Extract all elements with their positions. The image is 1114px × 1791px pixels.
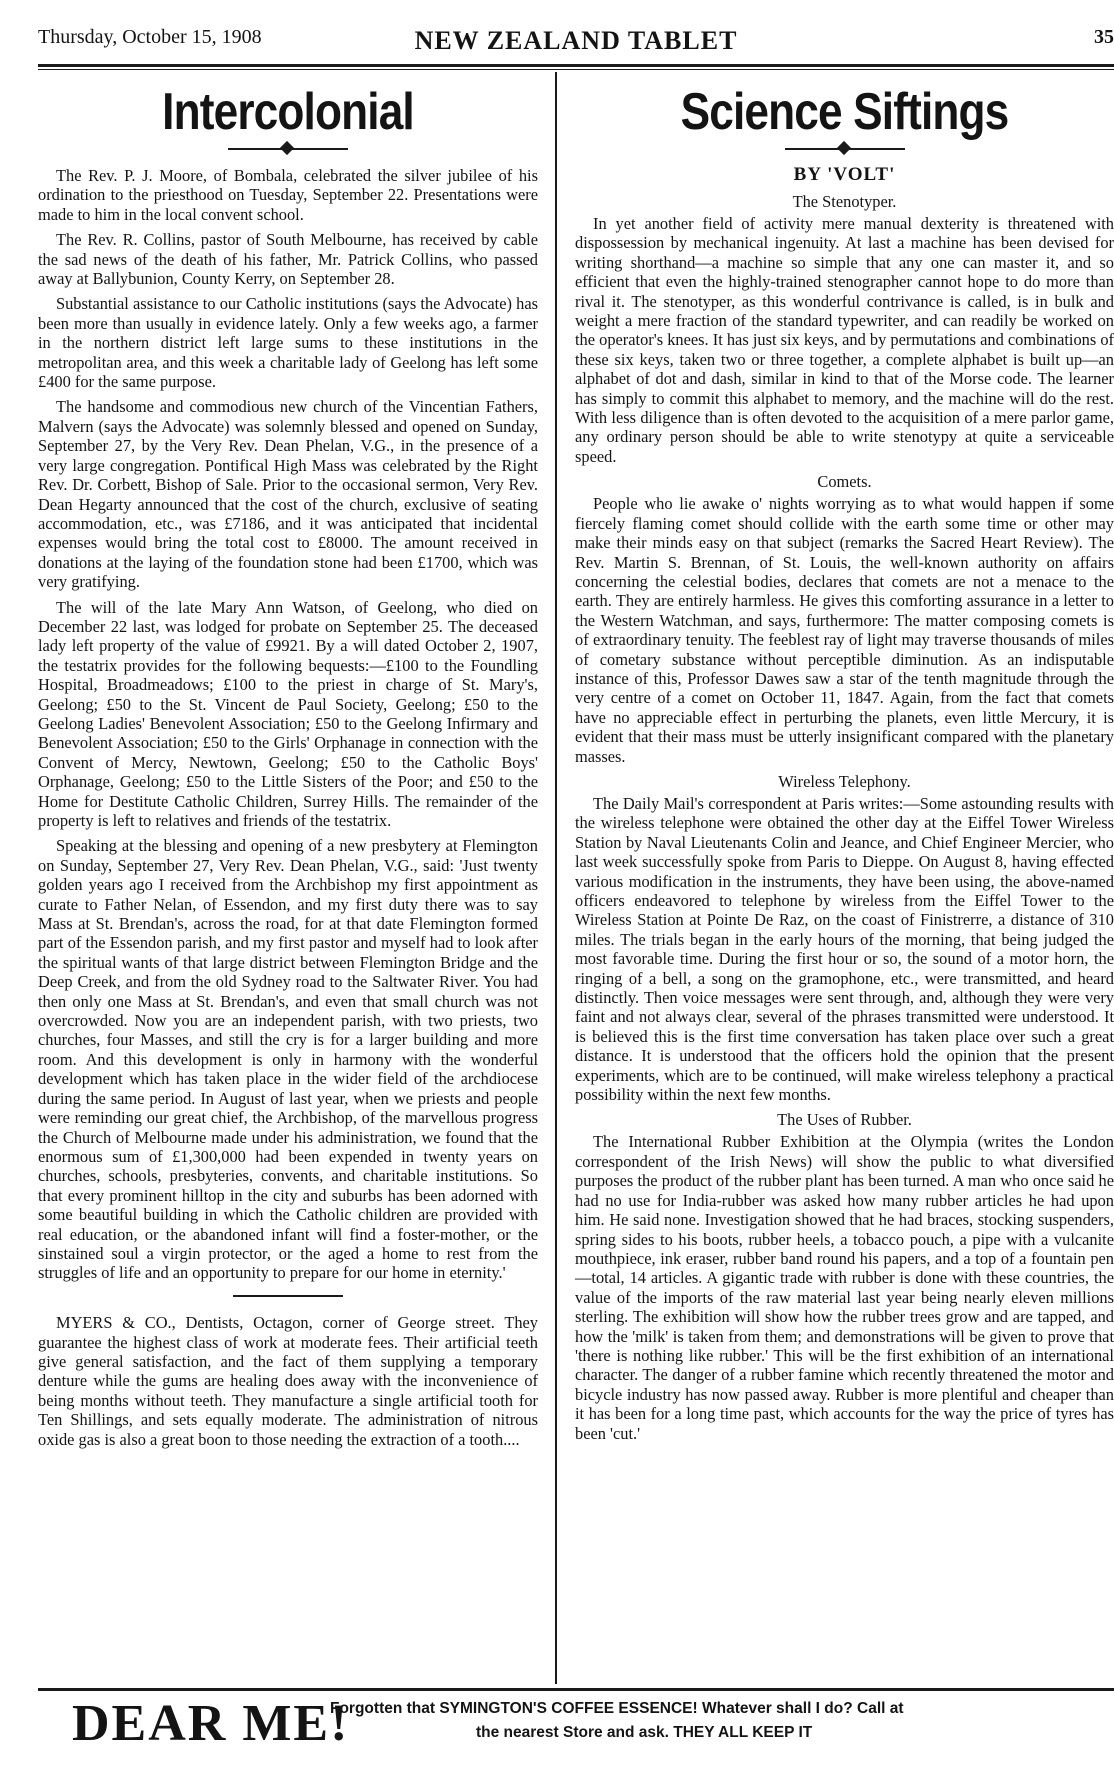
news-paragraph: The will of the late Mary Ann Watson, of Geelong, who died on December 22 last, was lodged for probate on September 25. The deceased lady left property of the value of £9921. By a will dated October 2, 1907, the testatrix provides for the following bequests:—£100 to the Foundling Hospital, Broadmeadows; £100 to the priest in charge of St. Mary's, Geelong; £50 to the St. Vincent de Paul Society, Geelong; £50 to the Geelong Ladies' Benevolent Association; £50 to the Geelong Infirmary and Benevolent Association; £50 to the Girls' Orphanage in connection with the Convent of Mercy, Newtown, Geelong; £50 to the Catholic Boys' Orphanage, Geelong; £50 to the Little Sisters of the Poor; and £50 to the Home for Destitute Catholic Children, Surrey Hills. The remainder of the property is left to relatives and friends of the testatrix. xyxy=(38,597,538,830)
masthead-rule-thin xyxy=(38,69,1114,70)
byline: BY 'VOLT' xyxy=(793,164,896,185)
subheading-comets: Comets. xyxy=(817,472,872,492)
news-paragraph: The Rev. R. Collins, pastor of South Melbourne, has received by cable the sad news of the death of his father, Mr. Patrick Collins, who passed away at Ballybunion, County Kerry, on September 28. xyxy=(38,230,538,289)
title-ornament xyxy=(785,148,905,150)
subheading-stenotyper: The Stenotyper. xyxy=(792,192,897,211)
issue-date: Thursday, October 15, 1908 xyxy=(38,26,262,48)
science-siftings-column xyxy=(575,72,1114,1449)
newspaper-page xyxy=(38,0,1114,1791)
footer-advertisement xyxy=(38,1694,1114,1754)
article-paragraph: The International Rubber Exhibition at the Olympia (writes the London correspondent of the Irish News) will show the public to what diversified purposes the product of the rubber plant has been turned. A man who once said he had no use for India-rubber was asked how many rubber articles he had upon him. He said none. Investigation showed that he had braces, stocking suspenders, spring sides to his boots, rubber heels, a tobacco pouch, a pipe with a vulcanite mouthpiece, ink eraser, rubber band round his papers, and a top of a fountain pen—total, 14 articles. A gigantic trade with rubber is done with these countries, the value of the imports of the raw material last year being nearly eleven millions sterling. The exhibition will show how the rubber trees grow and are tapped, and how the 'milk' is taken from them; and demonstrations will be given to prove that 'there is nothing like rubber.' This will be the first exhibition of an international character. The danger of a rubber famine which recently threatened the motor and bicycle industry has now passed away. Rubber is more plentiful and cheaper than it has been for a long time past, which accounts for the way the price of tyres has been 'cut.' xyxy=(575,1132,1114,1443)
section-divider xyxy=(233,1295,343,1297)
diamond-ornament-icon xyxy=(836,141,850,155)
masthead-rule xyxy=(38,64,1114,67)
subheading-uses-of-rubber: The Uses of Rubber. xyxy=(777,1110,912,1130)
section-title-intercolonial: Intercolonial xyxy=(162,83,414,141)
footer-rule xyxy=(38,1688,1114,1691)
subheading-wireless-telephony: Wireless Telephony. xyxy=(778,771,911,791)
section-title-science-siftings: Science Siftings xyxy=(680,83,1009,141)
paper-name: NEW ZEALAND TABLET xyxy=(414,26,738,55)
column-divider xyxy=(555,72,557,1684)
intercolonial-column xyxy=(38,72,538,1465)
masthead xyxy=(38,26,1114,58)
news-paragraph: The Rev. P. J. Moore, of Bombala, celebrated the silver jubilee of his ordination to the priesthood on Tuesday, September 22. Presentations were made to him in the local convent school. xyxy=(38,166,538,224)
footer-headline: DEAR ME! xyxy=(72,1695,350,1752)
footer-text-line-2: the nearest Store and ask. THEY ALL KEEP IT xyxy=(476,1724,813,1741)
news-paragraph: Substantial assistance to our Catholic institutions (says the Advocate) has been more than usually in evidence lately. Only a few weeks ago, a farmer in the northern district left large sums to these institutions in the metropolitan area, and this week a charitable lady of Geelong has left some £400 for the same purpose. xyxy=(38,294,538,392)
dentist-advertisement: MYERS & CO., Dentists, Octagon, corner of George street. They guarantee the highest class of work at moderate fees. Their artificial teeth give general satisfaction, and the fact of them supplying a temporary denture while the gums are healing does away with the inconvenience of being months without teeth. They manufacture a single artificial tooth for Ten Shillings, and sets equally moderate. The administration of nitrous oxide gas is also a great boon to those needing the extraction of a tooth.... xyxy=(38,1313,538,1449)
title-ornament xyxy=(228,148,348,150)
footer-text-line-1: Forgotten that SYMINGTON'S COFFEE ESSENCE! Whatever shall I do? Call at xyxy=(330,1700,904,1717)
news-paragraph: Speaking at the blessing and opening of a new presbytery at Flemington on Sunday, September 27, Very Rev. Dean Phelan, V.G., said: 'Just twenty golden years ago I received from the Archbishop my first appointment as curate to Father Nelan, of Essendon, and my first duty there was to say Mass at St. Brendan's, across the road, for at that date Flemington formed part of the Essendon parish, and my first pastor and myself had to look after the spiritual wants of that large district between Flemington Bridge and the Deep Creek, and from the old Sydney road to the Saltwater River. You had then only one Mass at St. Brendan's, and even that small church was not overcrowded. Now you are an independent parish, with two priests, two churches, four Masses, and still the cry is for a larger building and more room. And this development is only in harmony with the wonderful development which has taken place in the wider field of the archdiocese during the same period. In August of last year, when we priests and people were reminding our great chief, the Archbishop, of the marvellous progress the Church of Melbourne made under his administration, we found that the enormous sum of £1,300,000 had been expended in twenty years on churches, schools, presbyteries, convents, and charitable institutions. So that every prominent hilltop in the city and suburbs has been adorned with some beautiful building in which the Catholic children are provided with real education, or the abandoned infant will find a foster-mother, or the sinstained soul a virgin protector, or the aged a home to rest from the struggles of life and an opportunity to prepare for our home in eternity.' xyxy=(38,836,538,1283)
article-paragraph: People who lie awake o' nights worrying as to what would happen if some fiercely flaming comet should collide with the earth some time or other may make their minds easy on that subject (remarks the Sacred Heart Review). The Rev. Martin S. Brennan, of St. Louis, the well-known authority on affairs concerning the celestial bodies, declares that comets are not a menace to the earth. They are entirely harmless. He gives this comforting assurance in a letter to the Western Watchman, and says, furthermore: The matter composing comets is of extraordinary tenuity. The feeblest ray of light may traverse thousands of miles of cometary substance without perceptible diminution. As an indisputable instance of this, Professor Dawes saw a star of the tenth magnitude through the very centre of a comet on October 11, 1847. Again, from the fact that comets have no appreciable effect in perturbing the planets, even little Mercury, it is evident that their mass must be utterly insignificant compared with the planetary masses. xyxy=(575,494,1114,766)
page-number: 35 xyxy=(1094,26,1114,48)
article-paragraph: In yet another field of activity mere manual dexterity is threatened with dispossession by mechanical ingenuity. At last a machine has been devised for writing shorthand—a machine so simple that any one can master it, and so efficient that even the highly-trained stenographer cannot hope to do more than rival it. The stenotyper, as this wonderful contrivance is called, is in bulk and weight a mere fraction of the standard typewriter, and can readily be worked on the operator's knees. It has just six keys, and by permutations and combinations of these six keys, taken two or three together, a complete alphabet is built up—an alphabet of dot and dash, similar in kind to that of the Morse code. The learner has simply to commit this alphabet to memory, and the machine will do the rest. With less diligence than is often devoted to the acquisition of a mere parlor game, any ordinary person should be able to write stenotypy at quite a serviceable speed. xyxy=(575,214,1114,466)
news-paragraph: The handsome and commodious new church of the Vincentian Fathers, Malvern (says the Advocate) was solemnly blessed and opened on Sunday, September 27, by the Very Rev. Dean Phelan, V.G., in the presence of a very large congregation. Pontifical High Mass was celebrated by the Right Rev. Dr. Corbett, Bishop of Sale. Prior to the occasional sermon, Very Rev. Dean Hegarty announced that the cost of the church, exclusive of seating accommodation, etc., was £7186, and it was anticipated that incidental expenses would bring the total cost to £8000. The amount received in donations at the laying of the foundation stone had been £1700, which was very gratifying. xyxy=(38,397,538,592)
article-paragraph: The Daily Mail's correspondent at Paris writes:—Some astounding results with the wireless telephone were obtained the other day at the Eiffel Tower Wireless Station by Naval Lieutenants Colin and Jeance, and Chief Engineer Mercier, who last week successfully spoke from Paris to Dieppe. On August 8, having effected various modification in the instruments, they have been using, the above-named officers endeavored to telephone by wireless from the Eiffel Tower to the Wireless Station at Pointe De Raz, on the coast of Finistrerre, a distance of 310 miles. The trials began in the early hours of the morning, that being judged the most favorable time. During the first hour or so, the sound of a motor horn, the ringing of a bell, a song on the gramophone, etc., were transmitted, and heard distinctly. Then voice messages were sent through, and, although they were very faint and not always clear, several of the phrases transmitted were understood. It is believed this is the first time conversation has taken place over such a great distance. It is understood that the officers hold the opinion that the present experiments, which are to be continued, will make wireless telephony a practical possibility within the next few months. xyxy=(575,793,1114,1105)
